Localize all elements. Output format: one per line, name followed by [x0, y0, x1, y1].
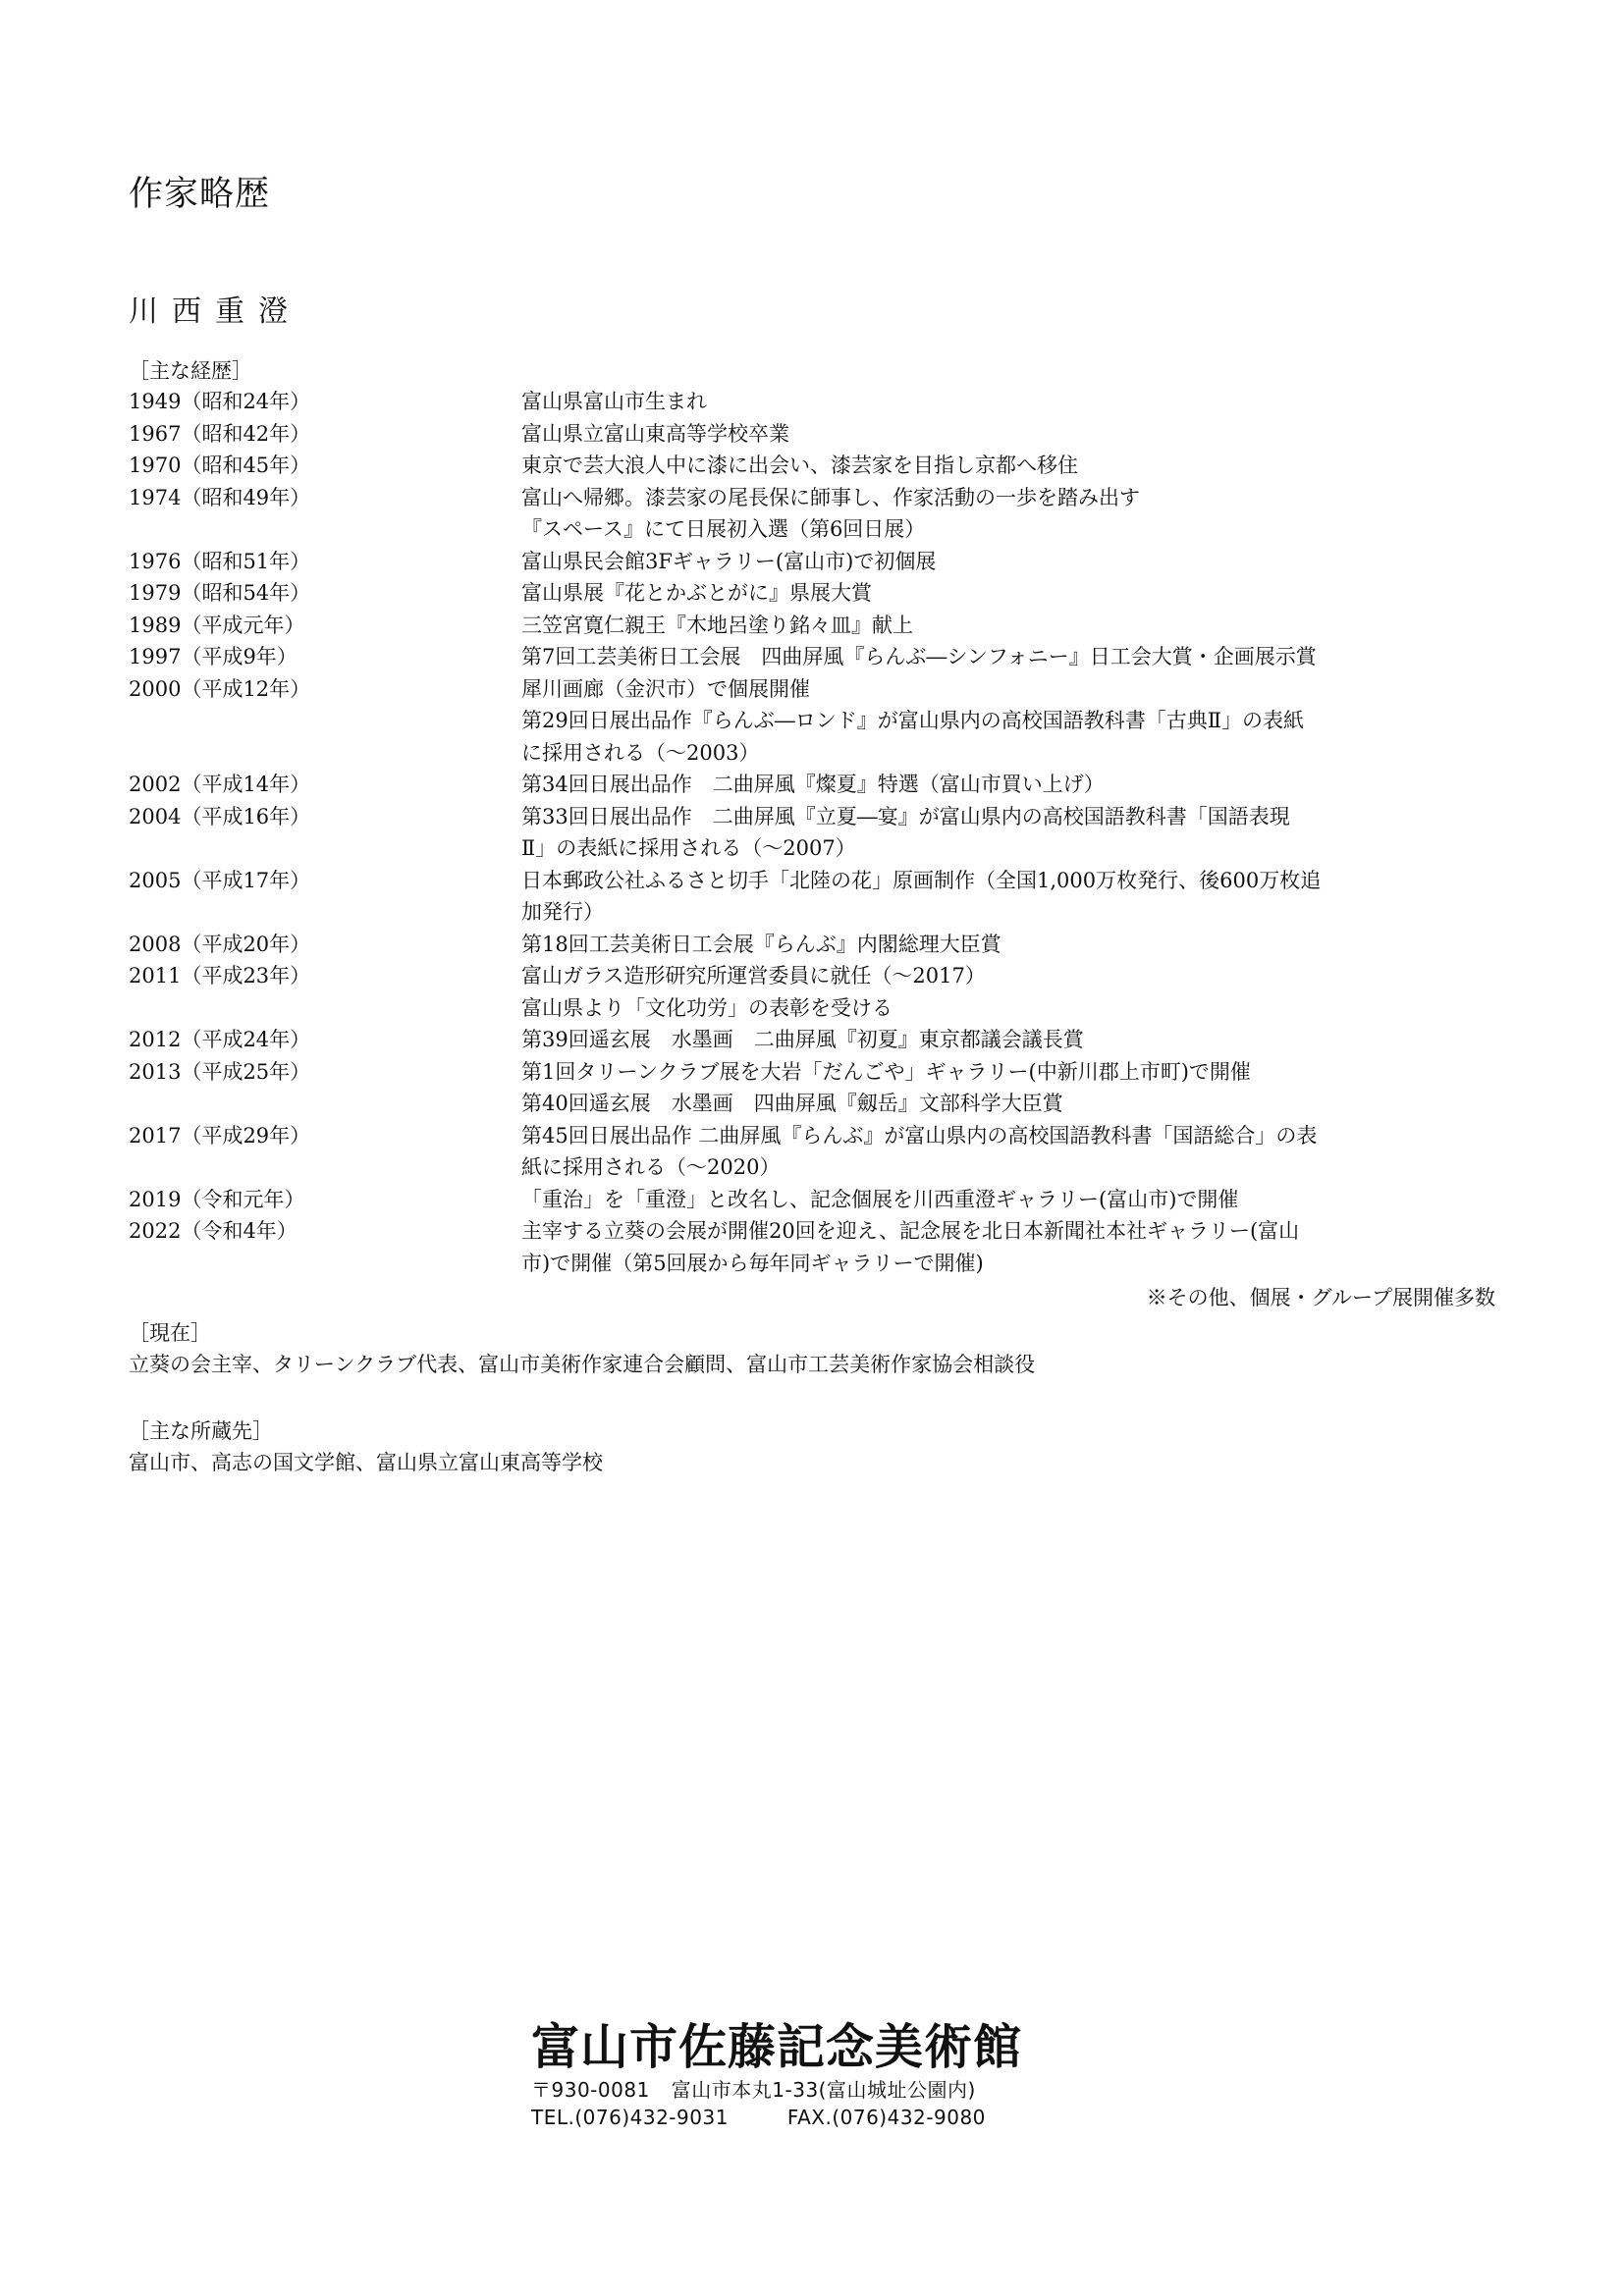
career-event: 富山県立富山東高等学校卒業 — [521, 421, 789, 446]
career-event: 犀川画廊（金沢市）で個展開催 — [521, 676, 810, 701]
career-events — [521, 960, 1474, 1024]
telephone-number: TEL.(076)432-9031 — [531, 2106, 729, 2129]
career-row — [129, 1056, 1503, 1120]
career-events — [521, 610, 1474, 642]
career-table — [129, 386, 1503, 1279]
career-event: 富山県富山市生まれ — [521, 390, 707, 413]
career-events — [521, 801, 1474, 865]
career-event: 第1回タリーンクラブ展を大岩「だんごや」ギャラリー(中新川郡上市町)で開催 — [521, 1059, 1251, 1084]
fax-number: FAX.(076)432-9080 — [786, 2106, 986, 2129]
career-events — [521, 929, 1474, 961]
career-events — [521, 1184, 1474, 1216]
career-row — [129, 1184, 1503, 1216]
career-events — [521, 1215, 1474, 1279]
artist-name: 川西重澄 — [129, 294, 301, 329]
career-date: 2000（平成12年） — [129, 676, 311, 701]
career-events — [521, 546, 1474, 578]
career-events — [521, 482, 1474, 546]
career-events — [521, 1056, 1474, 1120]
career-date: 1949（昭和24年） — [129, 390, 311, 413]
career-row — [129, 865, 1503, 929]
career-events — [521, 1024, 1474, 1056]
career-date: 2004（平成16年） — [129, 804, 311, 828]
address: 富山市本丸1-33(富山城址公園内) — [671, 2078, 976, 2102]
career-event: 富山ガラス造形研究所運営委員に就任（～2017） — [521, 964, 986, 988]
career-row — [129, 673, 1503, 770]
career-row — [129, 610, 1503, 642]
career-date: 1970（昭和45年） — [129, 454, 311, 477]
career-date: 2005（平成17年） — [129, 868, 311, 892]
career-event: 主宰する立葵の会展が開催20回を迎え、記念展を北日本新聞社本社ギャラリー(富山 市)で開催（第5回展から毎年同ギャラリーで開催) — [521, 1219, 1300, 1275]
career-date: 1974（昭和49年） — [129, 485, 311, 509]
career-event: 第39回遥玄展 水墨画 二曲屏風『初夏』東京都議会議長賞 — [521, 1028, 1084, 1051]
career-event: 第33回日展出品作 二曲屏風『立夏―宴』が富山県内の高校国語教科書「国語表現 Ⅱ」の表紙に採用される（～2007） — [521, 804, 1290, 860]
contact-line — [531, 2104, 1081, 2131]
career-event: 日本郵政公社ふるさと切手「北陸の花」原画制作（全国1,000万枚発行、後600万枚追 加発行） — [521, 868, 1322, 924]
career-event: 第34回日展出品作 二曲屏風『燦夏』特選（富山市買い上げ） — [521, 773, 1105, 796]
career-date: 2012（平成24年） — [129, 1028, 311, 1051]
career-events — [521, 865, 1474, 929]
career-event: 第18回工芸美術日工会展『らんぶ』内閣総理大臣賞 — [521, 932, 1001, 956]
career-row — [129, 769, 1503, 801]
current-section-label: ［現在］ — [129, 1321, 211, 1345]
career-row — [129, 801, 1503, 865]
career-row — [129, 929, 1503, 961]
collections-text: 富山市、高志の国文学館、富山県立富山東高等学校 — [129, 1451, 603, 1474]
career-events — [521, 673, 1474, 770]
career-events — [521, 418, 1474, 451]
career-date: 2022（令和4年） — [129, 1219, 298, 1243]
career-event: 第45回日展出品作 二曲屏風『らんぶ』が富山県内の高校国語教科書「国語総合」の表 紙に採用される（～2020） — [521, 1123, 1318, 1179]
career-date: 2011（平成23年） — [129, 964, 311, 988]
career-row — [129, 1024, 1503, 1056]
museum-name-logo: 富山市佐藤記念美術館 — [531, 2018, 1023, 2075]
career-row — [129, 1215, 1503, 1279]
career-row — [129, 1120, 1503, 1184]
career-events — [521, 577, 1474, 610]
career-date: 1979（昭和54年） — [129, 581, 311, 605]
career-event: 第7回工芸美術日工会展 四曲屏風『らんぶ―シンフォニー』日工会大賞・企画展示賞 — [521, 645, 1317, 668]
career-row — [129, 450, 1503, 482]
career-events — [521, 769, 1474, 801]
career-event: 第29回日展出品作『らんぶ―ロンド』が富山県内の高校国語教科書「古典Ⅱ」の表紙 に採用される（～2003） — [521, 709, 1304, 765]
career-row — [129, 641, 1503, 673]
career-row — [129, 577, 1503, 610]
career-event: 富山県より「文化功労」の表彰を受ける — [521, 995, 893, 1020]
career-row — [129, 546, 1503, 578]
career-date: 1967（昭和42年） — [129, 421, 311, 446]
career-date: 1976（昭和51年） — [129, 549, 311, 573]
career-event: 「重治」を「重澄」と改名し、記念個展を川西重澄ギャラリー(富山市)で開催 — [521, 1187, 1239, 1211]
career-date: 2008（平成20年） — [129, 932, 311, 956]
collections-section-label: ［主な所蔵先］ — [129, 1419, 273, 1443]
career-date: 1989（平成元年） — [129, 613, 305, 637]
career-event: 三笠宮寛仁親王『木地呂塗り銘々皿』献上 — [521, 613, 913, 637]
career-event: 富山へ帰郷。漆芸家の尾長保に師事し、作家活動の一歩を踏み出す — [521, 485, 1140, 509]
career-row — [129, 386, 1503, 418]
career-section-label: ［主な経歴］ — [129, 359, 252, 383]
career-event: 富山県展『花とかぶとがに』県展大賞 — [521, 581, 872, 605]
career-events — [521, 641, 1474, 673]
career-event: 富山県民会館3Fギャラリー(富山市)で初個展 — [521, 549, 937, 573]
career-date: 1997（平成9年） — [129, 645, 298, 668]
career-events — [521, 450, 1474, 482]
career-event: 第40回遥玄展 水墨画 四曲屏風『劔岳』文部科学大臣賞 — [521, 1092, 1063, 1115]
career-event: 東京で芸大浪人中に漆に出会い、漆芸家を目指し京都へ移住 — [521, 454, 1078, 477]
career-row — [129, 960, 1503, 1024]
address-line — [531, 2076, 1081, 2104]
page-title: 作家略歴 — [129, 175, 271, 214]
museum-footer — [531, 2017, 1081, 2131]
career-date: 2019（令和元年） — [129, 1187, 305, 1211]
career-events — [521, 1120, 1474, 1184]
career-event: 『スペース』にて日展初入選（第6回日展） — [521, 517, 926, 541]
career-note: ※その他、個展・グループ展開催多数 — [1146, 1286, 1495, 1309]
career-date: 2013（平成25年） — [129, 1059, 311, 1084]
career-row — [129, 418, 1503, 451]
career-date: 2017（平成29年） — [129, 1123, 311, 1148]
postal-code: 〒930-0081 — [531, 2078, 650, 2102]
career-events — [521, 386, 1474, 418]
career-date: 2002（平成14年） — [129, 773, 311, 796]
current-positions-text: 立葵の会主宰、タリーンクラブ代表、富山市美術作家連合会顧問、富山市工芸美術作家協会相談役 — [129, 1353, 1036, 1376]
career-row — [129, 482, 1503, 546]
